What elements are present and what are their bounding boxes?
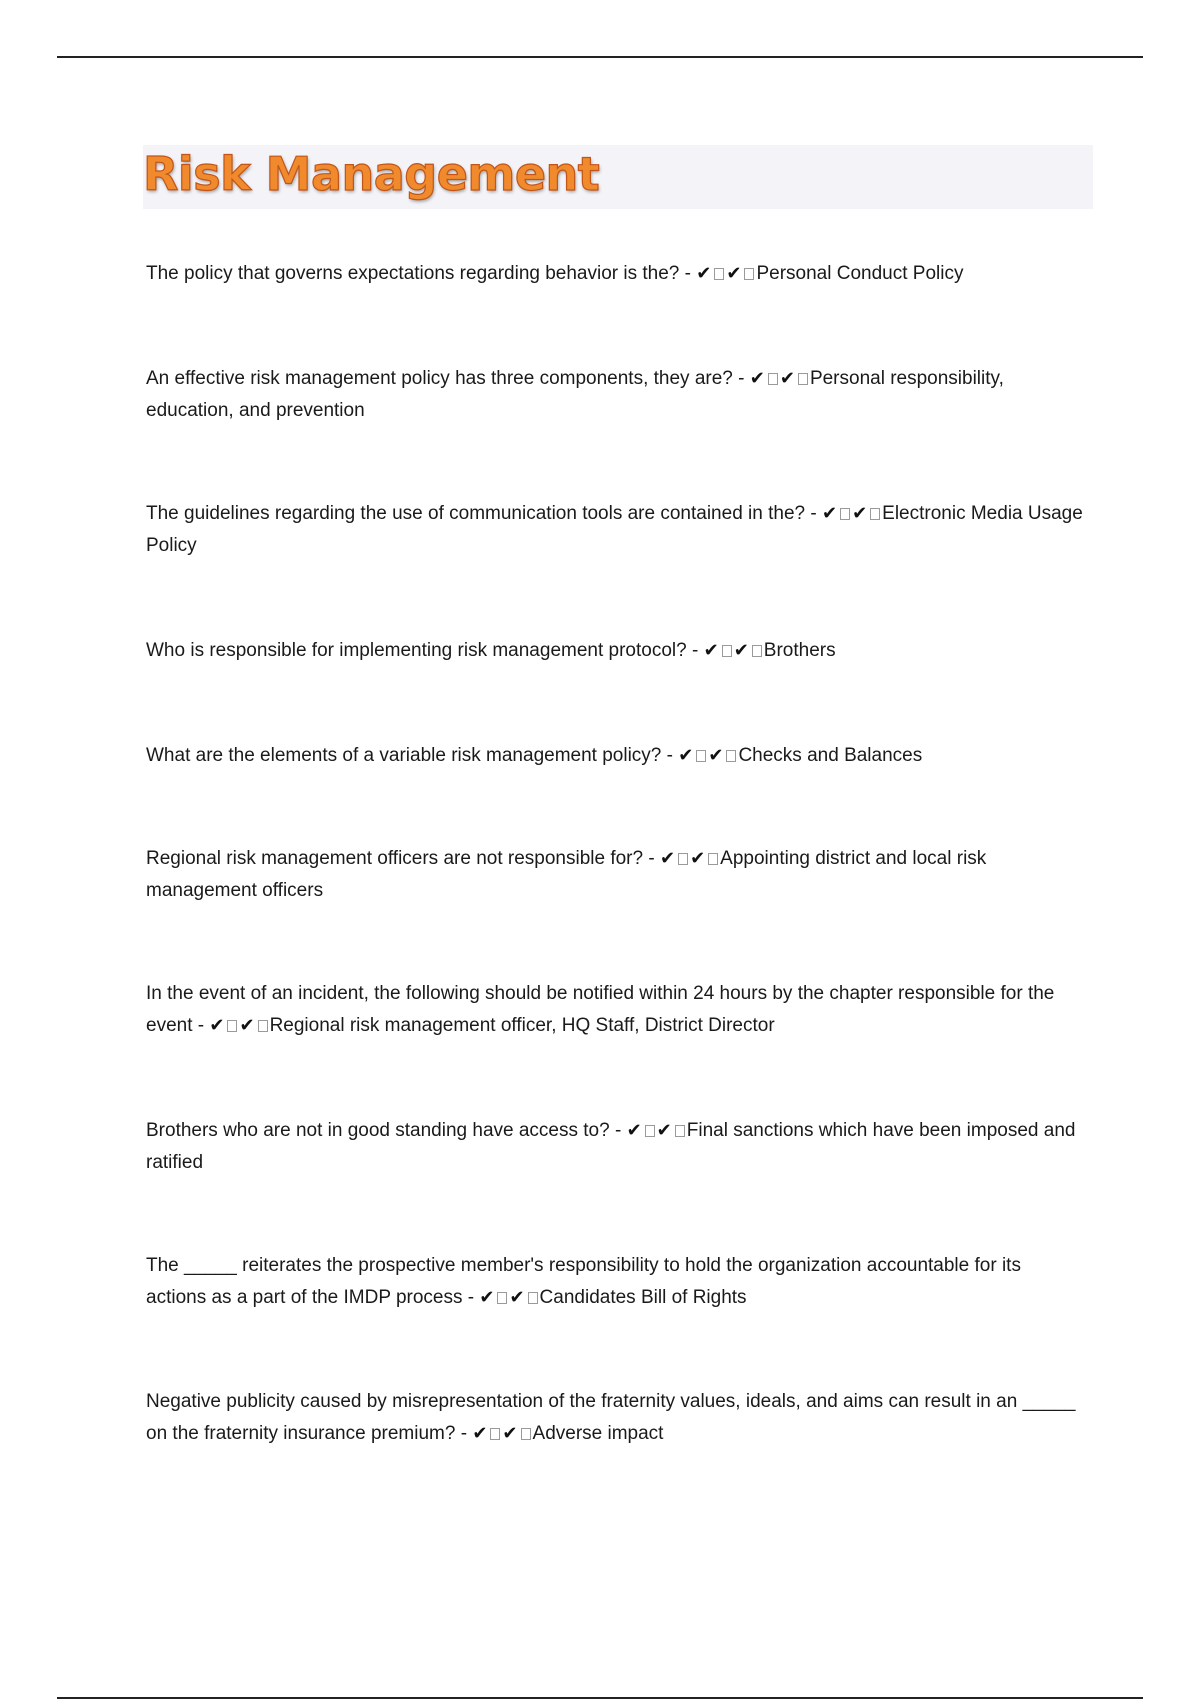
- bottom-rule: [57, 1697, 1143, 1699]
- page-title: Risk Management: [143, 147, 600, 201]
- qa-item: [146, 978, 1086, 1042]
- top-rule: [57, 56, 1143, 58]
- question-text: In the event of an incident, the following should be notified within 24 hours by the chapter responsible for the event -: [146, 983, 1055, 1036]
- question-text: The guidelines regarding the use of communication tools are contained in the? -: [146, 503, 817, 524]
- qa-item: [146, 363, 1086, 427]
- answer-text: Candidates Bill of Rights: [539, 1287, 747, 1308]
- answer-text: Adverse impact: [532, 1423, 664, 1444]
- question-text: The policy that governs expectations regarding behavior is the? -: [146, 263, 691, 284]
- check-marks-icon: ✔ ✔: [678, 745, 738, 766]
- answer-text: Electronic Media Usage Policy: [146, 503, 1083, 556]
- check-marks-icon: ✔ ✔: [209, 1015, 269, 1036]
- qa-item: [146, 635, 1086, 667]
- qa-item: [146, 498, 1086, 562]
- qa-item: [146, 1250, 1086, 1314]
- check-marks-icon: ✔ ✔: [750, 368, 810, 389]
- question-text: Negative publicity caused by misrepresentation of the fraternity values, ideals, and aims can result in an _____ on the fraternity insurance premium? -: [146, 1391, 1076, 1444]
- qa-item: [146, 740, 1086, 772]
- check-marks-icon: ✔ ✔: [696, 263, 756, 284]
- answer-text: Personal Conduct Policy: [756, 263, 964, 284]
- qa-item: [146, 843, 1086, 907]
- check-marks-icon: ✔ ✔: [472, 1423, 532, 1444]
- question-text: Brothers who are not in good standing have access to? -: [146, 1120, 622, 1141]
- check-marks-icon: ✔ ✔: [822, 503, 882, 524]
- question-text: Who is responsible for implementing risk management protocol? -: [146, 640, 699, 661]
- question-text: An effective risk management policy has three components, they are? -: [146, 368, 745, 389]
- check-marks-icon: ✔ ✔: [704, 640, 764, 661]
- qa-item: [146, 1115, 1086, 1179]
- answer-text: Appointing district and local risk management officers: [146, 848, 987, 901]
- answer-text: Final sanctions which have been imposed and ratified: [146, 1120, 1076, 1173]
- check-marks-icon: ✔ ✔: [479, 1287, 539, 1308]
- answer-text: Regional risk management officer, HQ Staff, District Director: [269, 1015, 775, 1036]
- question-text: The _____ reiterates the prospective member's responsibility to hold the organization accountable for its actions as a part of the IMDP process -: [146, 1255, 1021, 1308]
- answer-text: Brothers: [763, 640, 836, 661]
- check-marks-icon: ✔ ✔: [627, 1120, 687, 1141]
- question-text: What are the elements of a variable risk management policy? -: [146, 745, 673, 766]
- answer-text: Personal responsibility, education, and prevention: [146, 368, 1004, 421]
- question-text: Regional risk management officers are not responsible for? -: [146, 848, 655, 869]
- title-banner: [143, 145, 1093, 209]
- qa-item: [146, 258, 1086, 290]
- qa-item: [146, 1386, 1086, 1450]
- check-marks-icon: ✔ ✔: [660, 848, 720, 869]
- answer-text: Checks and Balances: [738, 745, 923, 766]
